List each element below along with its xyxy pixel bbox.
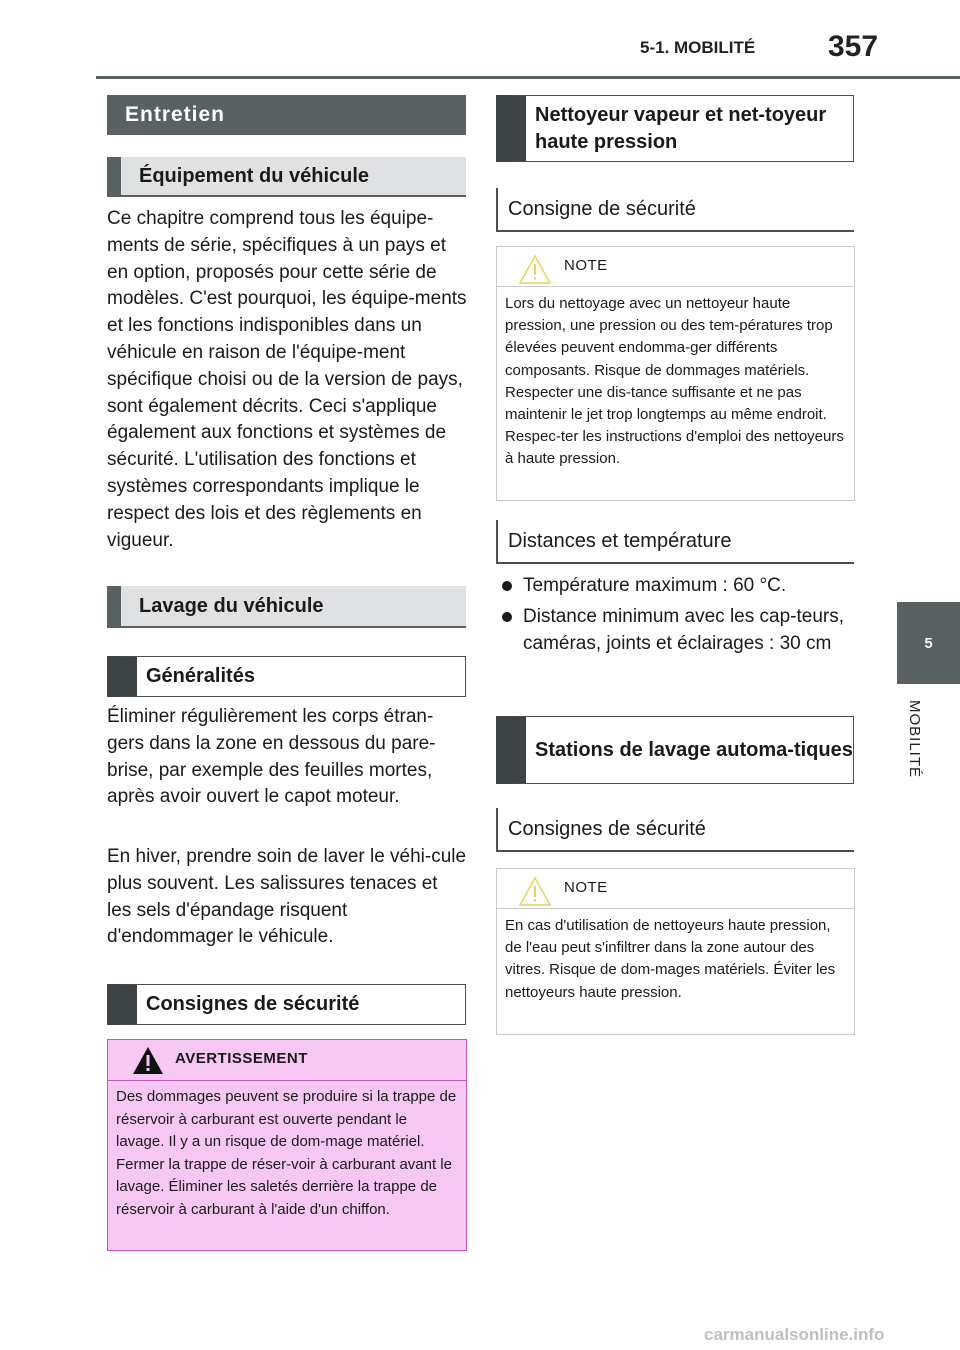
chapter-label: MOBILITÉ — [906, 700, 923, 779]
caution-icon — [519, 876, 551, 906]
equipement-heading: Équipement du véhicule — [107, 157, 466, 197]
note-text-2: En cas d'utilisation de nettoyeurs haute pression, de l'eau peut s'infiltrer dans la zone autour des vitres. Risque de dom-mages matériels. Éviter les nettoyeurs haute pression. — [505, 917, 836, 1001]
consigne-subheading: Consigne de sécurité — [496, 188, 854, 232]
distance-list — [499, 572, 855, 661]
note-title-1: NOTE — [564, 257, 608, 274]
list-item: Distance minimum avec les cap-teurs, caméras, joints et éclairages : 30 cm — [499, 603, 855, 657]
page-number: 357 — [828, 30, 879, 63]
nettoyeur-heading: Nettoyeur vapeur et net-toyeur haute pression — [496, 95, 854, 162]
stations-heading: Stations de lavage automa-tiques — [496, 716, 854, 784]
note-box-1 — [496, 246, 855, 501]
header-rule — [96, 76, 960, 79]
bullet-icon — [502, 612, 512, 622]
note-header-1 — [497, 247, 854, 287]
warning-title: AVERTISSEMENT — [175, 1050, 308, 1067]
watermark: carmanualsonline.info — [704, 1325, 885, 1344]
lavage-heading: Lavage du véhicule — [107, 586, 466, 628]
consignes-subheading: Consignes de sécurité — [496, 808, 854, 852]
warning-box — [107, 1039, 467, 1251]
equipement-paragraph: Ce chapitre comprend tous les équipe-ments de série, spécifiques à un pays et en option, proposés pour cette série de modèles. C'est pourquoi, les équipe-ments et les fonctions indisponibles dans un véhicule en raison de l'équipe-ment spécifique choisi ou de la version de pays, sont également décrits. Ceci s'applique également aux fonctions et systèmes de sécurité. L'utilisation des fonctions et systèmes correspondants implique le respect des lois et des règlements en vigueur. — [107, 208, 467, 551]
consignes-heading: Consignes de sécurité — [107, 984, 466, 1025]
warning-header — [108, 1040, 466, 1081]
chapter-tab[interactable]: 5 — [897, 602, 960, 684]
note-box-2 — [496, 868, 855, 1035]
warning-text: Des dommages peuvent se produire si la trappe de réservoir à carburant est ouverte pendant le lavage. Il y a un risque de dom-mage matériel. Fermer la trappe de réser-voir à carburant avant le lavage. Éliminer les saletés derrière la trappe de réservoir à carburant à l'aide d'un chiffon. — [116, 1088, 457, 1218]
note-text-1: Lors du nettoyage avec un nettoyeur haute pression, une pression ou des tem-pératures trop élevées peuvent endomma-ger différents composants. Risque de dommages matériels. Respecter une dis-tance suffisante et ne pas maintenir le jet trop longtemps au même endroit. Respec-ter les instructions d'emploi des nettoyeurs à haute pression. — [505, 295, 844, 468]
generalites-heading: Généralités — [107, 656, 466, 697]
generalites-paragraph-2: En hiver, prendre soin de laver le véhi-cule plus souvent. Les salissures tenaces et les sels d'épandage risquent d'endommager le véhicule. — [107, 846, 467, 948]
distances-subheading: Distances et température — [496, 520, 854, 564]
note-header-2 — [497, 869, 854, 909]
generalites-paragraph-1: Éliminer régulièrement les corps étran-gers dans la zone en dessous du pare-brise, par exemple des feuilles mortes, après avoir ouvert le capot moteur. — [107, 706, 436, 808]
entretien-heading: Entretien — [107, 95, 466, 135]
note-title-2: NOTE — [564, 879, 608, 896]
section-title: 5-1. MOBILITÉ — [640, 38, 756, 57]
warning-icon — [132, 1045, 164, 1075]
bullet-icon — [502, 581, 512, 591]
list-item: Température maximum : 60 °C. — [499, 572, 855, 599]
caution-icon — [519, 254, 551, 284]
